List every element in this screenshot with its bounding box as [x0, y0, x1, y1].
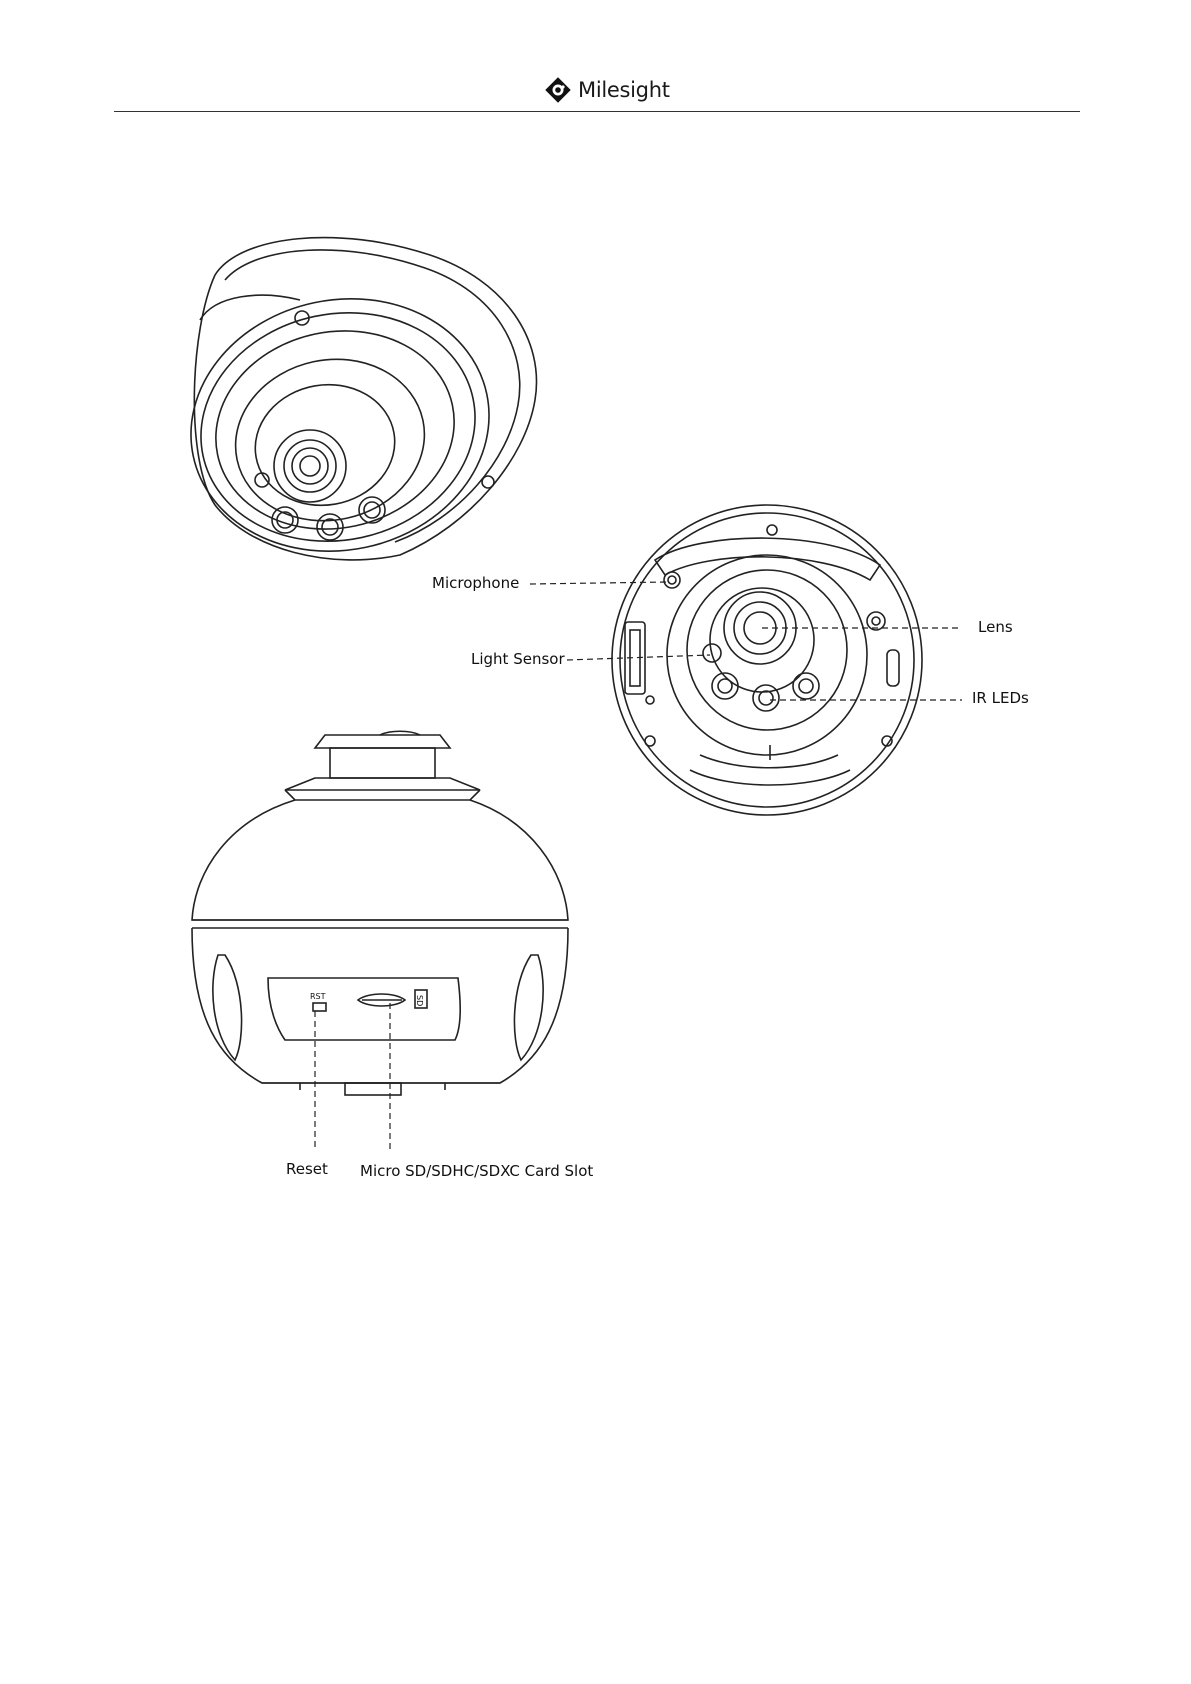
reset-button-drawing: [313, 1003, 326, 1011]
callout-microphone: Microphone: [432, 574, 520, 592]
rst-marking: RST: [310, 992, 326, 1001]
dome-side-view: [192, 731, 568, 1095]
callout-light-sensor: Light Sensor: [471, 650, 565, 668]
light-sensor-leader: [567, 655, 710, 660]
dome-front-view: [612, 505, 922, 815]
callout-card-slot: Micro SD/SDHC/SDXC Card Slot: [360, 1162, 594, 1180]
microphone-leader: [530, 582, 668, 584]
callout-lens: Lens: [978, 618, 1013, 636]
brand-name: Milesight: [578, 78, 670, 102]
callout-reset: Reset: [286, 1160, 328, 1178]
sd-marking: SD: [415, 995, 424, 1007]
callout-ir-leds: IR LEDs: [972, 689, 1029, 707]
callout-leader-lines: [315, 582, 962, 1152]
dome-perspective-view: [167, 238, 536, 579]
